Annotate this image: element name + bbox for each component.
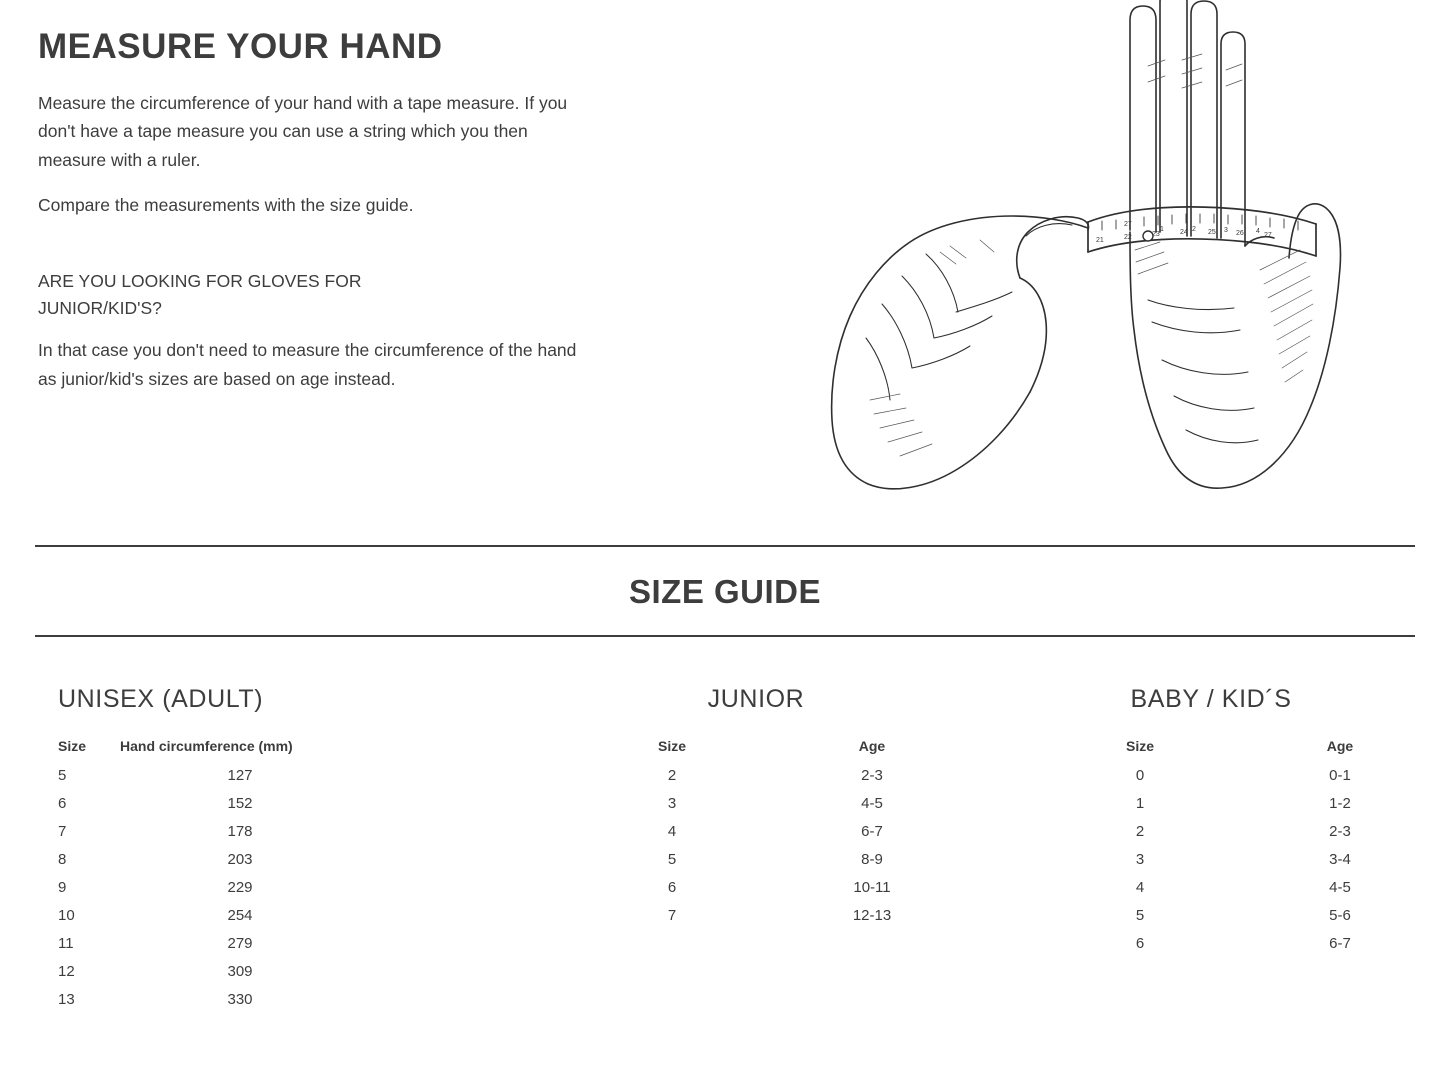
column-header-size: Size [58,738,87,754]
svg-text:21: 21 [1096,237,1104,244]
size-guide-header [0,547,1450,635]
table-row [1040,767,1440,795]
svg-text:27: 27 [1124,221,1132,228]
cell-circumference: 254 [227,907,253,924]
cell-age: 10-11 [853,879,891,896]
svg-text:3: 3 [1224,227,1228,234]
intro-paragraph-3: In that case you don't need to measure the circumference of the hand as junior/kid's sizes are based on age instead. [38,340,577,390]
table-row [58,907,360,935]
cell-age: 8-9 [861,851,883,868]
table-row [572,795,972,823]
intro-column [0,0,600,545]
table-row [58,851,360,879]
cell-size: 9 [58,879,67,896]
cell-circumference: 203 [227,851,253,868]
page-title: MEASURE YOUR HAND [38,27,443,66]
cell-size: 2 [1135,823,1145,840]
svg-text:23: 23 [1152,231,1160,238]
cell-circumference: 127 [227,767,253,784]
cell-size: 6 [667,879,677,896]
cell-age: 12-13 [852,907,892,924]
cell-circumference: 178 [227,823,253,840]
cell-age: 2-3 [1329,823,1351,840]
junior-kids-subheading: ARE YOU LOOKING FOR GLOVES FOR JUNIOR/KID'S? [38,271,362,319]
table-row [572,823,972,851]
cell-circumference: 229 [227,879,253,896]
cell-age: 6-7 [861,823,883,840]
table-header-row [572,738,972,767]
size-tables [0,637,1450,1019]
svg-text:1: 1 [1160,226,1164,233]
svg-text:27: 27 [1264,232,1272,239]
svg-text:2: 2 [1192,226,1196,233]
cell-age: 4-5 [1329,879,1351,896]
table-row [1040,935,1440,963]
unisex-adult-table [58,738,360,1019]
table-row [58,767,360,795]
unisex-adult-table-block [0,685,520,1019]
cell-size: 0 [1135,767,1145,784]
svg-text:22: 22 [1124,234,1132,241]
cell-age: 1-2 [1329,795,1351,812]
table-row [58,795,360,823]
table-row [572,767,972,795]
size-guide-title: SIZE GUIDE [628,573,822,610]
cell-size: 4 [667,823,677,840]
baby-kids-table-block [990,685,1450,1019]
cell-size: 3 [1135,851,1145,868]
table-row [58,963,360,991]
cell-size: 6 [58,795,67,812]
cell-size: 3 [667,795,677,812]
junior-table [572,738,972,935]
cell-size: 5 [667,851,677,868]
svg-text:4: 4 [1256,228,1260,235]
cell-circumference: 309 [227,963,253,980]
cell-age: 2-3 [861,767,883,784]
cell-size: 13 [58,991,75,1008]
column-header-hand-circumference: Hand circumference (mm) [120,738,293,754]
cell-size: 2 [667,767,677,784]
cell-size: 7 [667,907,677,924]
table-header-row [58,738,360,767]
table-row [58,935,360,963]
cell-age: 3-4 [1329,851,1351,868]
intro-paragraph-2: Compare the measurements with the size guide. [38,195,414,216]
cell-size: 1 [1135,795,1145,812]
cell-size: 12 [58,963,75,980]
unisex-adult-title: UNISEX (ADULT) [58,685,264,713]
cell-size: 10 [58,907,75,924]
cell-circumference: 330 [227,991,253,1008]
table-row [572,907,972,935]
table-row [1040,907,1440,935]
column-header-age: Age [1326,738,1354,754]
table-row [58,823,360,851]
table-header-row [1040,738,1440,767]
column-header-size: Size [657,738,686,754]
table-row [58,991,360,1019]
hand-with-tape-measure-illustration [830,0,1390,500]
intro-paragraph-1: Measure the circumference of your hand with a tape measure. If you don't have a tape measure you can use a string which you then measure with a ruler. [38,92,568,171]
cell-circumference: 152 [227,795,253,812]
table-row [1040,879,1440,907]
cell-circumference: 279 [227,935,253,952]
junior-table-block [520,685,990,1019]
cell-age: 5-6 [1329,907,1351,924]
svg-text:26: 26 [1236,230,1244,237]
table-row [1040,823,1440,851]
column-header-size: Size [1125,738,1154,754]
cell-age: 6-7 [1329,935,1351,952]
cell-size: 5 [58,767,67,784]
column-header-age: Age [858,738,886,754]
cell-size: 5 [1135,907,1145,924]
cell-size: 7 [58,823,67,840]
cell-size: 6 [1135,935,1145,952]
svg-text:25: 25 [1208,229,1216,236]
svg-text:24: 24 [1180,229,1188,236]
table-row [572,851,972,879]
table-row [1040,795,1440,823]
cell-size: 8 [58,851,67,868]
baby-kids-title: BABY / KID´S [1130,685,1292,713]
cell-age: 0-1 [1329,767,1351,784]
table-row [1040,851,1440,879]
table-row [58,879,360,907]
table-row [572,879,972,907]
junior-title: JUNIOR [707,685,805,713]
cell-size: 11 [58,935,74,952]
cell-age: 4-5 [861,795,883,812]
cell-size: 4 [1135,879,1145,896]
baby-kids-table [1040,738,1440,963]
